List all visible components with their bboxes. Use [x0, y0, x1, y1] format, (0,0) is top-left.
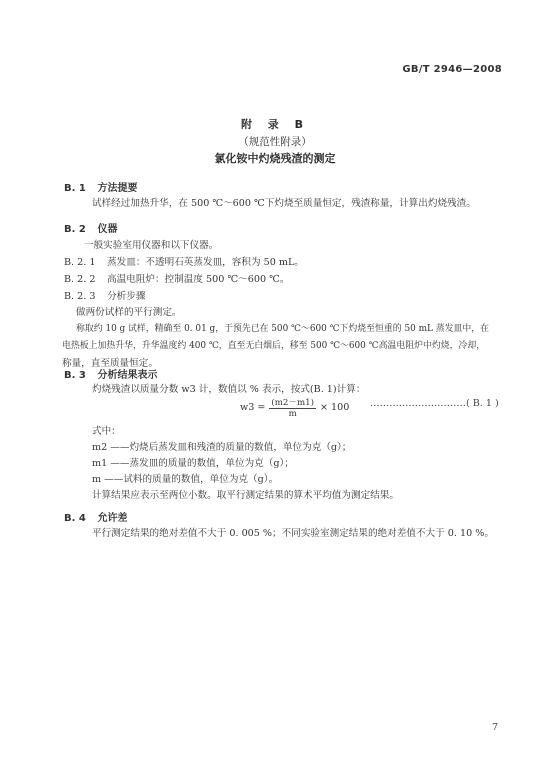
formula-b1 [240, 396, 349, 419]
item-number: B. 2. 1 [64, 257, 96, 268]
item-b2-3 [64, 290, 145, 303]
variable-def-m1: m1 ——蒸发皿的质量的数值，单位为克（g）； [92, 458, 294, 469]
section-title: 允许差 [97, 513, 128, 524]
item-number: B. 2. 2 [64, 274, 96, 285]
step-line-1: 做两份试样的平行测定。 [76, 307, 182, 318]
item-text: 高温电阻炉：控制温度 500 ℃～600 ℃。 [107, 274, 290, 285]
annex-name: 氯化铵中灼烧残渣的测定 [214, 152, 336, 165]
formula-numerator: (m2－m1) [271, 398, 314, 408]
paragraph-b1: 试样经过加热升华，在 500 ℃～600 ℃下灼烧至质量恒定，残渣称量，计算出灼烧残渣。 [92, 198, 476, 209]
formula-denominator: m [288, 409, 297, 419]
step-line-2: 称取约 10 g 试样，精确至 0. 01 g，于预先已在 500 ℃～600 ℃下灼烧至恒重的 50 mL 蒸发皿中，在 [76, 324, 489, 334]
section-number: B. 4 [64, 513, 86, 524]
variable-def-m2: m2 ——灼烧后蒸发皿和残渣的质量的数值，单位为克（g）； [92, 442, 352, 453]
equation-label: …………………………( B. 1 ) [370, 398, 499, 409]
section-number: B. 1 [64, 183, 86, 194]
step-line-3: 电热板上加热升华，升华温度约 400 ℃，直至无白烟后，移至 500 ℃～600 ℃高温电阻炉中灼烧，冷却， [62, 341, 486, 351]
paragraph-b4: 平行测定结果的绝对差值不大于 0. 005 %；不同实验室测定结果的绝对差值不大于 0. 10 %。 [92, 528, 494, 539]
paragraph-b2-intro: 一般实验室用仪器和以下仪器。 [84, 240, 219, 251]
section-title: 方法提要 [97, 183, 138, 194]
formula-rhs: × 100 [319, 402, 350, 413]
variable-def-m: m ——试料的质量的数值，单位为克（g）。 [92, 474, 279, 485]
section-heading-b4 [64, 509, 127, 524]
item-text: 分析步骤 [107, 291, 146, 302]
page-number: 7 [491, 722, 498, 733]
section-title: 分析结果表示 [97, 370, 158, 381]
step-line-4: 称量，直至质量恒定。 [62, 358, 158, 369]
item-b2-1 [64, 256, 304, 269]
paragraph-b3-intro: 灼烧残渣以质量分数 w3 计，数值以 % 表示，按式(B. 1)计算： [92, 384, 366, 395]
section-number: B. 3 [64, 370, 86, 381]
where-label: 式中： [92, 426, 121, 437]
annex-type: （规范性附录） [238, 136, 312, 148]
item-number: B. 2. 3 [64, 291, 96, 302]
section-title: 仪器 [97, 224, 118, 235]
section-number: B. 2 [64, 224, 86, 235]
formula-fraction [269, 396, 316, 419]
item-b2-2 [64, 273, 289, 286]
section-heading-b2 [64, 220, 117, 235]
paragraph-b3-note: 计算结果应表示至两位小数。取平行测定结果的算术平均值为测定结果。 [92, 490, 399, 501]
standard-number: GB/T 2946—2008 [402, 64, 502, 75]
item-text: 蒸发皿：不透明石英蒸发皿，容积为 50 mL。 [107, 257, 304, 268]
section-heading-b1 [64, 179, 137, 194]
section-heading-b3 [64, 366, 157, 381]
formula-lhs: w3 = [240, 402, 266, 413]
annex-title: 附 录 B [240, 118, 310, 131]
